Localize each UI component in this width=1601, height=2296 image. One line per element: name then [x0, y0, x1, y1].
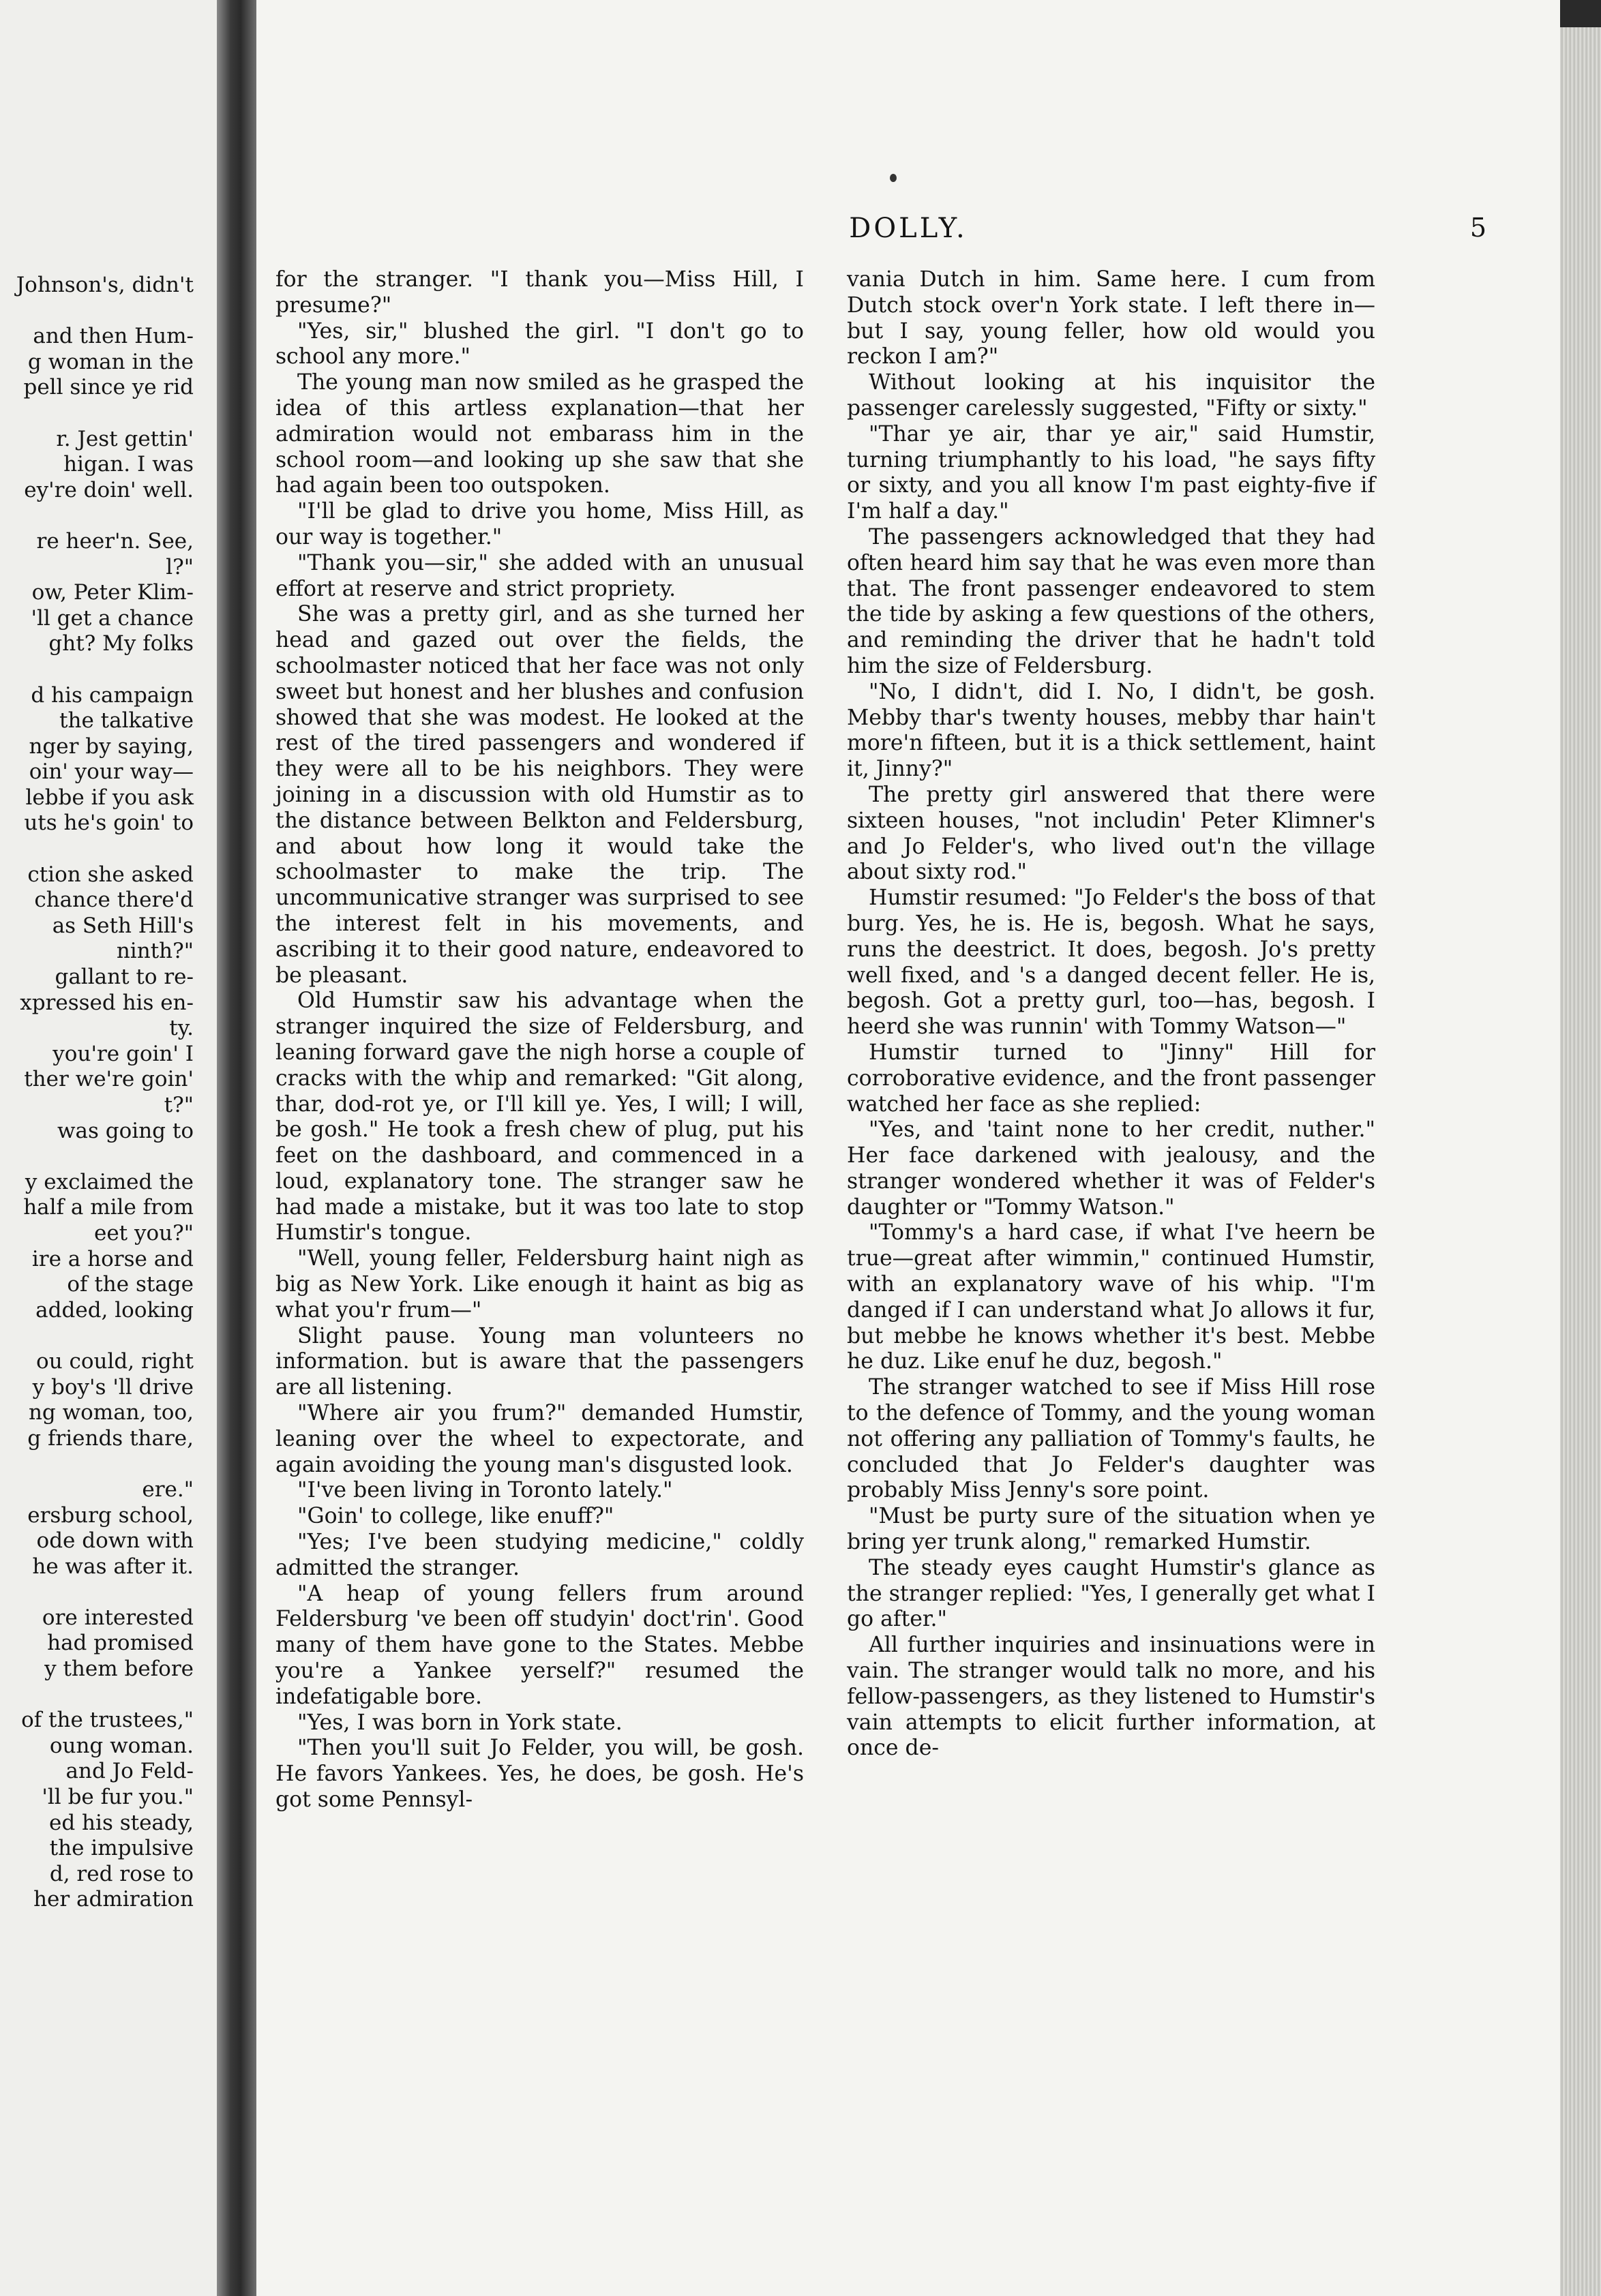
page-number: 5 — [1469, 213, 1486, 243]
facing-page-line: ed his steady, — [49, 1810, 194, 1835]
paragraph: "Yes, sir," blushed the girl. "I don't go to school any more." — [275, 318, 804, 369]
facing-page — [0, 0, 217, 2296]
facing-page-line: the talkative — [59, 708, 194, 734]
paragraph: Slight pause. Young man volunteers no information. but is aware that the passengers are all listening. — [275, 1323, 804, 1400]
facing-page-line: y them before — [44, 1657, 194, 1682]
facing-page-line: oung woman. — [49, 1733, 194, 1758]
facing-page-line: higan. I was — [63, 452, 194, 477]
facing-page-line: gallant to re- — [55, 965, 194, 990]
facing-page-line: l?" — [166, 554, 194, 579]
facing-page-line: ere." — [142, 1477, 194, 1502]
paragraph: "I'll be glad to drive you home, Miss Hill, as our way is together." — [275, 499, 804, 549]
paragraph: She was a pretty girl, and as she turned her head and gazed out over the fields, the schoolmaster noticed that her face was not only sweet but honest and her blushes and confusion showed that she was modest. He looked at the rest of the tired passengers and wondered if they were all to be his neighbors. They were joining in a discussion with old Humstir as to the distance between Belkton and Feldersburg, and about how long it would take the schoolmaster to make the trip. The uncommunicative stranger was surprised to see the interest felt in his movements, and ascribing it to their good nature, endeavored to be pleasant. — [275, 602, 804, 988]
facing-page-line: he was after it. — [32, 1554, 194, 1579]
facing-page-line: 'll get a chance — [31, 605, 194, 631]
paragraph: Without looking at his inquisitor the passenger carelessly suggested, "Fifty or sixty." — [847, 370, 1375, 421]
facing-page-line — [0, 657, 194, 683]
paragraph: "Thar ye air, thar ye air," said Humstir, turning triumphantly to his load, "he says fifty or sixty, and you all know I'm past eighty-five if I'm half a day." — [847, 421, 1375, 524]
facing-page-line: ng woman, too, — [28, 1400, 194, 1425]
facing-page-line: had promised — [47, 1631, 194, 1656]
book-page — [256, 0, 1560, 2296]
facing-page-line: ersburg school, — [27, 1502, 194, 1528]
paragraph: The stranger watched to see if Miss Hill rose to the defence of Tommy, and the young woman not offering any palliation of Tommy's faults, he concluded that Jo Felder's daughter was probably Miss Jenny's sore point. — [847, 1375, 1375, 1503]
facing-page-line: and Jo Feld- — [65, 1759, 194, 1784]
facing-page-line: g friends thare, — [27, 1425, 194, 1451]
facing-page-line: of the stage — [67, 1272, 194, 1297]
facing-page-line — [0, 1451, 194, 1477]
paragraph: "Must be purty sure of the situation when ye bring yer trunk along," remarked Humstir. — [847, 1504, 1375, 1555]
facing-page-line — [0, 1323, 194, 1349]
paragraph: for the stranger. "I thank you—Miss Hill, I presume?" — [275, 267, 804, 318]
paragraph: "Tommy's a hard case, if what I've heern be true—great after wimmin," continued Humstir, with an explanatory wave of his whip. "I'm danged if I can understand what Jo allows it fur, but mebbe he knows whether it's best. Mebbe he duz. Like enuf he duz, begosh." — [847, 1220, 1375, 1374]
facing-page-line: and then Hum- — [33, 324, 194, 349]
facing-page-line: ow, Peter Klim- — [31, 580, 194, 605]
facing-page-line: r. Jest gettin' — [56, 426, 194, 451]
facing-page-line: ey're doin' well. — [24, 477, 194, 502]
facing-page-line: of the trustees," — [21, 1708, 194, 1733]
paragraph: Humstir resumed: "Jo Felder's the boss of that burg. Yes, he is. He is, begosh. What he says, runs the deestrict. It does, begosh. Jo's pretty well fixed, and 's a danged decent feller. He is, begosh. Got a pretty gurl, too—has, begosh. I heerd she was runnin' with Tommy Watson—" — [847, 886, 1375, 1040]
book-gutter — [217, 0, 256, 2296]
facing-page-line: added, looking — [35, 1297, 194, 1323]
facing-page-line: ction she asked — [27, 862, 194, 887]
paragraph: "Where air you frum?" demanded Humstir, leaning over the wheel to expectorate, and again avoiding the young man's disgusted look. — [275, 1401, 804, 1477]
paragraph: Old Humstir saw his advantage when the stranger inquired the size of Feldersburg, and leaning forward gave the nigh horse a couple of cracks with the whip and remarked: "Git along, thar, dod-rot ye, or I'll kill ye. Yes, I will; I will, be gosh." He took a fresh chew of plug, put his feet on the dashboard, and commenced in a loud, explanatory tone. The stranger saw he had made a mistake, but it was too late to stop Humstir's tongue. — [275, 988, 804, 1245]
paragraph: All further inquiries and insinuations were in vain. The stranger would talk no more, and his fellow-passengers, as they listened to Humstir's vain attempts to elicit further information, at once de- — [847, 1633, 1375, 1761]
paragraph: "A heap of young fellers frum around Feldersburg 've been off studyin' doct'rin'. Good many of them have gone to the States. Mebbe you're a Yankee yerself?" resumed the indefatigable bore. — [275, 1581, 804, 1709]
facing-page-line: d his campaign — [31, 682, 194, 708]
facing-page-line: t?" — [164, 1093, 194, 1117]
facing-page-line: chance there'd — [34, 888, 194, 913]
facing-page-line: eet you?" — [93, 1220, 194, 1245]
facing-page-line: uts he's goin' to — [24, 811, 194, 836]
paragraph: "No, I didn't, did I. No, I didn't, be gosh. Mebby thar's twenty houses, mebby thar hain't more'n fifteen, but it is a thick settlement, haint it, Jinny?" — [847, 679, 1375, 782]
facing-page-line: ou could, right — [36, 1348, 194, 1374]
facing-page-line: you're goin' I — [53, 1041, 194, 1066]
paragraph: vania Dutch in him. Same here. I cum from Dutch stock over'n York state. I left there in—but I say, young feller, how old would you reckon I am?" — [847, 267, 1375, 369]
paragraph: Humstir turned to "Jinny" Hill for corroborative evidence, and the front passenger watched her face as she replied: — [847, 1040, 1375, 1117]
facing-page-line: y exclaimed the — [25, 1169, 194, 1194]
facing-page-line: ninth?" — [116, 939, 194, 964]
facing-page-line: lebbe if you ask — [25, 785, 194, 810]
paragraph: "Yes, I was born in York state. — [297, 1710, 623, 1735]
facing-page-line — [0, 836, 194, 862]
facing-page-line: g woman in the — [27, 349, 194, 374]
facing-page-line: ght? My folks — [48, 631, 194, 656]
facing-page-line: Johnson's, didn't — [16, 273, 194, 297]
paragraph: The pretty girl answered that there were sixteen houses, "not includin' Peter Klimner's and Jo Felder's, who lived out'n the village about sixty rod." — [847, 782, 1375, 885]
paragraph: "Well, young feller, Feldersburg haint nigh as big as New York. Like enough it haint as big as what you'r frum—" — [275, 1246, 804, 1323]
paragraph: "Goin' to college, like enuff?" — [297, 1504, 614, 1529]
facing-page-line: pell since ye rid — [23, 375, 194, 400]
facing-page-line — [0, 503, 194, 529]
paragraph: The young man now smiled as he grasped the idea of this artless explanation—that her admiration would not embarass him in the school room—and looking up she saw that she had again been too outspoken. — [275, 370, 804, 498]
paragraph: "Yes; I've been studying medicine," coldly admitted the stranger. — [275, 1530, 804, 1580]
running-head: DOLLY. — [849, 213, 968, 244]
text-column-left — [275, 267, 804, 1813]
facing-page-line: 'll be fur you." — [42, 1785, 194, 1810]
facing-page-line: was going to — [57, 1118, 194, 1143]
facing-page-line: half a mile from — [23, 1195, 194, 1220]
facing-page-line: the impulsive — [49, 1836, 194, 1861]
facing-page-line: ther we're goin' — [24, 1067, 194, 1092]
facing-page-line — [0, 1144, 194, 1170]
text-column-right — [847, 267, 1375, 1762]
facing-page-line: xpressed his en- — [20, 990, 194, 1015]
page-stack-edge — [1560, 27, 1601, 2296]
facing-page-line: her admiration — [33, 1887, 194, 1912]
facing-page-line: ty. — [169, 1016, 194, 1041]
facing-page-line: ore interested — [42, 1605, 194, 1630]
facing-page-line: nger by saying, — [29, 734, 194, 759]
paragraph: "Then you'll suit Jo Felder, you will, be gosh. He favors Yankees. Yes, he does, be gosh. He's got some Pennsyl- — [275, 1736, 804, 1813]
facing-page-line — [0, 1580, 194, 1605]
paragraph: The steady eyes caught Humstir's glance as the stranger replied: "Yes, I generally get what I go after." — [847, 1555, 1375, 1632]
facing-page-line — [0, 401, 194, 427]
facing-page-line: re heer'n. See, — [36, 528, 194, 554]
paragraph: "Yes, and 'taint none to her credit, nuther." Her face darkened with jealousy, and the stranger wondered whether it was of Felder's daughter or "Tommy Watson." — [847, 1117, 1375, 1220]
facing-page-line — [0, 299, 194, 324]
facing-page-line: oin' your way— — [29, 759, 194, 785]
ink-speck — [890, 174, 897, 182]
facing-page-text — [0, 273, 194, 1913]
facing-page-line: ire a horse and — [31, 1246, 194, 1271]
facing-page-line: as Seth Hill's — [52, 913, 194, 938]
paragraph: "Thank you—sir," she added with an unusual effort at reserve and strict propriety. — [275, 550, 804, 601]
facing-page-line: y boy's 'll drive — [32, 1374, 194, 1400]
facing-page-line: ode down with — [36, 1528, 194, 1554]
paragraph: "I've been living in Toronto lately." — [297, 1478, 673, 1503]
facing-page-line — [0, 1682, 194, 1708]
paragraph: The passengers acknowledged that they had often heard him say that he was even more than that. The front passenger endeavored to stem the tide by asking a few questions of the others, and reminding the driver that he hadn't told him the size of Feldersburg. — [847, 524, 1375, 678]
facing-page-line: d, red rose to — [49, 1861, 194, 1886]
